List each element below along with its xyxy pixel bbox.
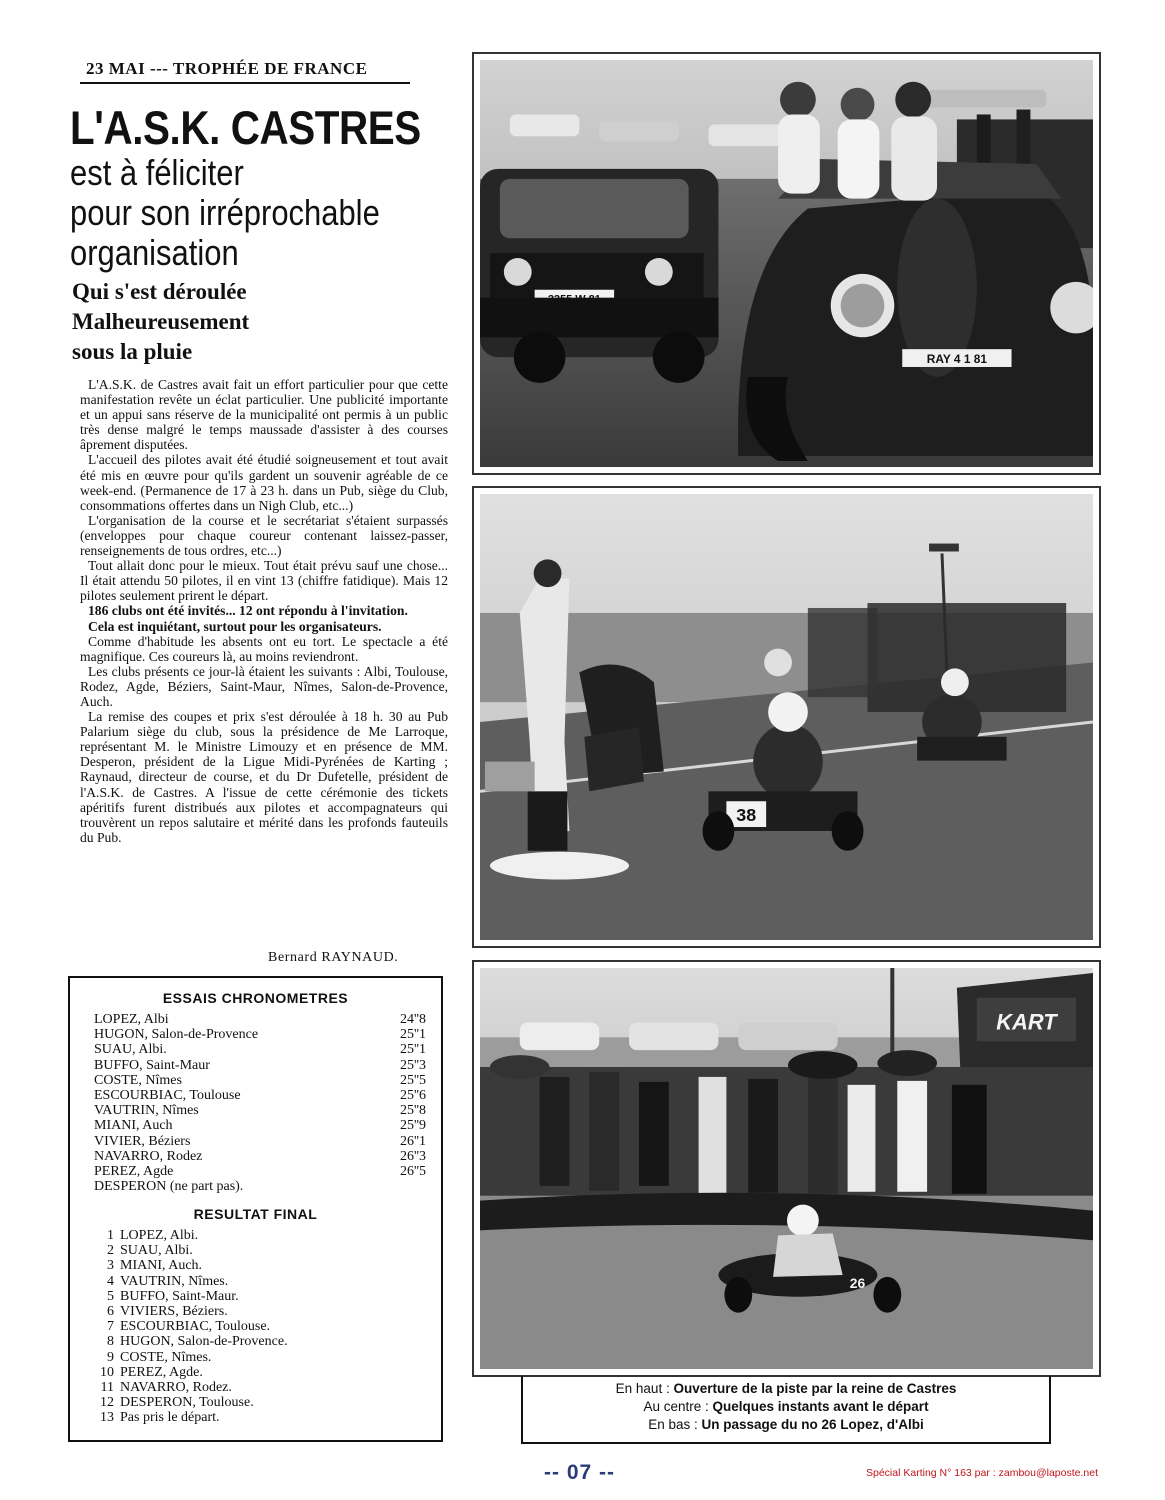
final-position: 9 bbox=[107, 1349, 114, 1365]
essai-time: 25''1 bbox=[399, 1042, 426, 1058]
deck-line-2: Malheureusement bbox=[72, 309, 250, 334]
essai-driver: COSTE, Nîmes bbox=[94, 1072, 182, 1088]
final-position: 12 bbox=[100, 1395, 114, 1411]
final-row bbox=[92, 1365, 412, 1380]
final-driver: Pas pris le départ. bbox=[120, 1410, 220, 1426]
final-position: 11 bbox=[100, 1380, 114, 1395]
final-driver: PEREZ, Agde. bbox=[120, 1364, 203, 1380]
article-paragraph: Comme d'habitude les absents ont eu tort. Le spectacle a été magnifique. Ces coureurs là, au moins reviendront. bbox=[80, 633, 448, 664]
photo-caption bbox=[521, 1376, 1051, 1444]
essai-driver: SUAU, Albi. bbox=[94, 1042, 167, 1058]
photo-bottom bbox=[472, 960, 1101, 1377]
essai-time: 26''1 bbox=[399, 1133, 426, 1149]
kicker-rule bbox=[80, 82, 410, 84]
bottom-kart-number: 26 bbox=[849, 1274, 866, 1291]
article-paragraph: 186 clubs ont été invités... 12 ont répondu à l'invitation. bbox=[88, 603, 408, 619]
essai-driver: NAVARRO, Rodez bbox=[94, 1148, 203, 1164]
final-title: RESULTAT FINAL bbox=[193, 1206, 318, 1222]
essais-title: ESSAIS CHRONOMETRES bbox=[162, 990, 349, 1006]
photo-middle bbox=[472, 486, 1101, 948]
essai-time: 24''8 bbox=[399, 1012, 426, 1027]
final-row bbox=[92, 1228, 412, 1243]
essai-time: 25''8 bbox=[399, 1103, 426, 1119]
caption-label: En haut : bbox=[615, 1381, 670, 1396]
essai-row bbox=[94, 1134, 426, 1149]
final-row bbox=[92, 1258, 412, 1273]
essai-time: 25''5 bbox=[399, 1072, 426, 1088]
final-row bbox=[92, 1380, 412, 1395]
beetle-plate: RAY 4 1 81 bbox=[926, 352, 988, 367]
essai-driver: PEREZ, Agde bbox=[94, 1164, 174, 1179]
final-driver: DESPERON, Toulouse. bbox=[120, 1395, 254, 1411]
final-row bbox=[92, 1319, 412, 1334]
article-body bbox=[80, 377, 448, 845]
final-row bbox=[92, 1395, 412, 1410]
final-row bbox=[92, 1304, 412, 1319]
essai-time: 25''9 bbox=[399, 1118, 426, 1134]
essai-driver: LOPEZ, Albi bbox=[94, 1012, 169, 1027]
page-number: -- 07 -- bbox=[544, 1461, 615, 1484]
final-position: 8 bbox=[107, 1334, 114, 1350]
final-position: 13 bbox=[100, 1410, 114, 1426]
article-paragraph: Les clubs présents ce jour-là étaient les suivants : Albi, Toulouse, Rodez, Agde, Béziers, Saint-Maur, Nîmes, Salon-de-Provence, Auch. bbox=[80, 663, 448, 709]
final-driver: LOPEZ, Albi. bbox=[120, 1228, 199, 1243]
essai-row bbox=[94, 1179, 426, 1194]
deck-line-1: Qui s'est déroulée bbox=[72, 279, 247, 304]
article-paragraph: L'organisation de la course et le secrétariat s'étaient surpassés (enveloppes pour chaque coureur contenant laissez-passer, renseignements de tous ordres, etc...) bbox=[80, 512, 448, 559]
subhead-line-2: pour son irréprochable bbox=[70, 192, 380, 233]
final-position: 10 bbox=[100, 1364, 114, 1380]
article-paragraph: Tout allait donc pour le mieux. Tout était prévu sauf une chose... Il était attendu 50 pilotes, il en vint 13 (chiffre fatidique). Mais 12 pilotes seulement prirent le départ. bbox=[80, 558, 448, 604]
essai-driver: BUFFO, Saint-Maur bbox=[94, 1057, 210, 1073]
article-paragraph: La remise des coupes et prix s'est déroulée à 18 h. 30 au Pub Palarium siège du club, sous la présidence de Me Larroque, représentant M. le Ministre Limouzy et en présence de MM. Desperon, président de la Ligue Midi-Pyrénées de Karting ; Raynaud, directeur de course, et du Dr Dufetelle, président de l'A.S.K. de Castres. A l'issue de cette cérémonie des tickets apéritifs furent distribués aux pilotes et accompagnateurs qui trouvèrent un repos salutaire et mérité dans les profonds fauteuils du Pub. bbox=[80, 709, 448, 845]
essai-driver: VIVIER, Béziers bbox=[94, 1133, 191, 1149]
final-position: 4 bbox=[107, 1273, 114, 1289]
caption-label: Au centre : bbox=[643, 1399, 709, 1414]
photo-middle-image bbox=[480, 494, 1093, 940]
essai-row bbox=[94, 1058, 426, 1073]
caption-text: Quelques instants avant le départ bbox=[712, 1399, 929, 1414]
article-paragraph: L'accueil des pilotes avait été étudié soigneusement et tout avait été mis en œuvre pour qu'ils gardent un souvenir agréable de ce week-end. (Permanence de 17 à 23 h. dans un Pub, siège du Club, consommations offertes dans un Nigh Club, etc...) bbox=[80, 452, 448, 513]
essai-row bbox=[94, 1073, 426, 1088]
final-position: 5 bbox=[107, 1288, 114, 1304]
deck-line-3: sous la pluie bbox=[72, 339, 193, 364]
caption-text: Un passage du no 26 Lopez, d'Albi bbox=[701, 1417, 924, 1432]
article-paragraph: L'A.S.K. de Castres avait fait un effort particulier pour que cette manifestation revête un éclat particulier. Une publicité importante et un appui sans réserve de la municipalité ont permis à un public très dense malgré le temps maussade d'assister à des courses âprement disputées. bbox=[80, 377, 448, 453]
results-box bbox=[68, 976, 443, 1442]
final-position: 6 bbox=[107, 1304, 114, 1319]
essai-driver: HUGON, Salon-de-Provence bbox=[94, 1027, 259, 1043]
essai-time: 25''1 bbox=[399, 1027, 426, 1043]
final-driver: MIANI, Auch. bbox=[120, 1258, 203, 1274]
essai-row bbox=[94, 1027, 426, 1042]
final-position: 2 bbox=[107, 1243, 114, 1259]
final-row bbox=[92, 1410, 412, 1425]
final-driver: SUAU, Albi. bbox=[120, 1243, 193, 1259]
essai-driver: ESCOURBIAC, Toulouse bbox=[94, 1088, 241, 1103]
caption-line-bottom bbox=[523, 1416, 1049, 1434]
byline: Bernard RAYNAUD. bbox=[268, 950, 399, 965]
final-driver: COSTE, Nîmes. bbox=[120, 1349, 212, 1365]
essai-row bbox=[94, 1149, 426, 1164]
essai-row bbox=[94, 1164, 426, 1179]
kart-sign: KART bbox=[996, 1009, 1057, 1035]
essai-row bbox=[94, 1012, 426, 1027]
essai-row bbox=[94, 1103, 426, 1118]
caption-line-top bbox=[523, 1380, 1049, 1398]
section-kicker: 23 MAI --- TROPHÉE DE FRANCE bbox=[86, 59, 368, 78]
final-position: 1 bbox=[107, 1228, 114, 1243]
headline: L'A.S.K. CASTRES bbox=[70, 101, 421, 154]
final-row bbox=[92, 1289, 412, 1304]
caption-text: Ouverture de la piste par la reine de Castres bbox=[673, 1381, 957, 1396]
subhead-line-1: est à féliciter bbox=[70, 152, 244, 193]
final-position: 7 bbox=[107, 1319, 114, 1335]
credit-line: Spécial Karting N° 163 par : zambou@laposte.net bbox=[866, 1467, 1098, 1479]
photo-top bbox=[472, 52, 1101, 475]
essai-driver: VAUTRIN, Nîmes bbox=[94, 1103, 199, 1119]
caption-label: En bas : bbox=[648, 1417, 698, 1432]
subhead-line-3: organisation bbox=[70, 232, 239, 273]
essai-row bbox=[94, 1088, 426, 1103]
essai-row bbox=[94, 1118, 426, 1133]
final-driver: VAUTRIN, Nîmes. bbox=[120, 1273, 229, 1289]
final-driver: HUGON, Salon-de-Provence. bbox=[120, 1334, 288, 1350]
essai-row bbox=[94, 1042, 426, 1057]
final-row bbox=[92, 1243, 412, 1258]
essai-time: 26''3 bbox=[399, 1148, 426, 1164]
photo-bottom-image bbox=[480, 968, 1093, 1369]
final-driver: BUFFO, Saint-Maur. bbox=[120, 1288, 239, 1304]
final-row bbox=[92, 1350, 412, 1365]
essai-driver: DESPERON (ne part pas). bbox=[94, 1179, 244, 1195]
essai-driver: MIANI, Auch bbox=[94, 1118, 173, 1134]
final-driver: ESCOURBIAC, Toulouse. bbox=[120, 1319, 271, 1335]
final-row bbox=[92, 1274, 412, 1289]
final-driver: VIVIERS, Béziers. bbox=[120, 1304, 228, 1319]
essai-time: 25''3 bbox=[399, 1057, 426, 1073]
photo-top-image bbox=[480, 60, 1093, 467]
caption-line-center bbox=[523, 1398, 1049, 1416]
essai-time: 25''6 bbox=[399, 1088, 426, 1103]
essai-time: 26''5 bbox=[399, 1164, 426, 1179]
middle-kart-number: 38 bbox=[736, 805, 757, 826]
article-paragraph: Cela est inquiétant, surtout pour les organisateurs. bbox=[88, 618, 382, 634]
final-driver: NAVARRO, Rodez. bbox=[120, 1380, 232, 1395]
final-row bbox=[92, 1334, 412, 1349]
final-position: 3 bbox=[107, 1258, 114, 1274]
